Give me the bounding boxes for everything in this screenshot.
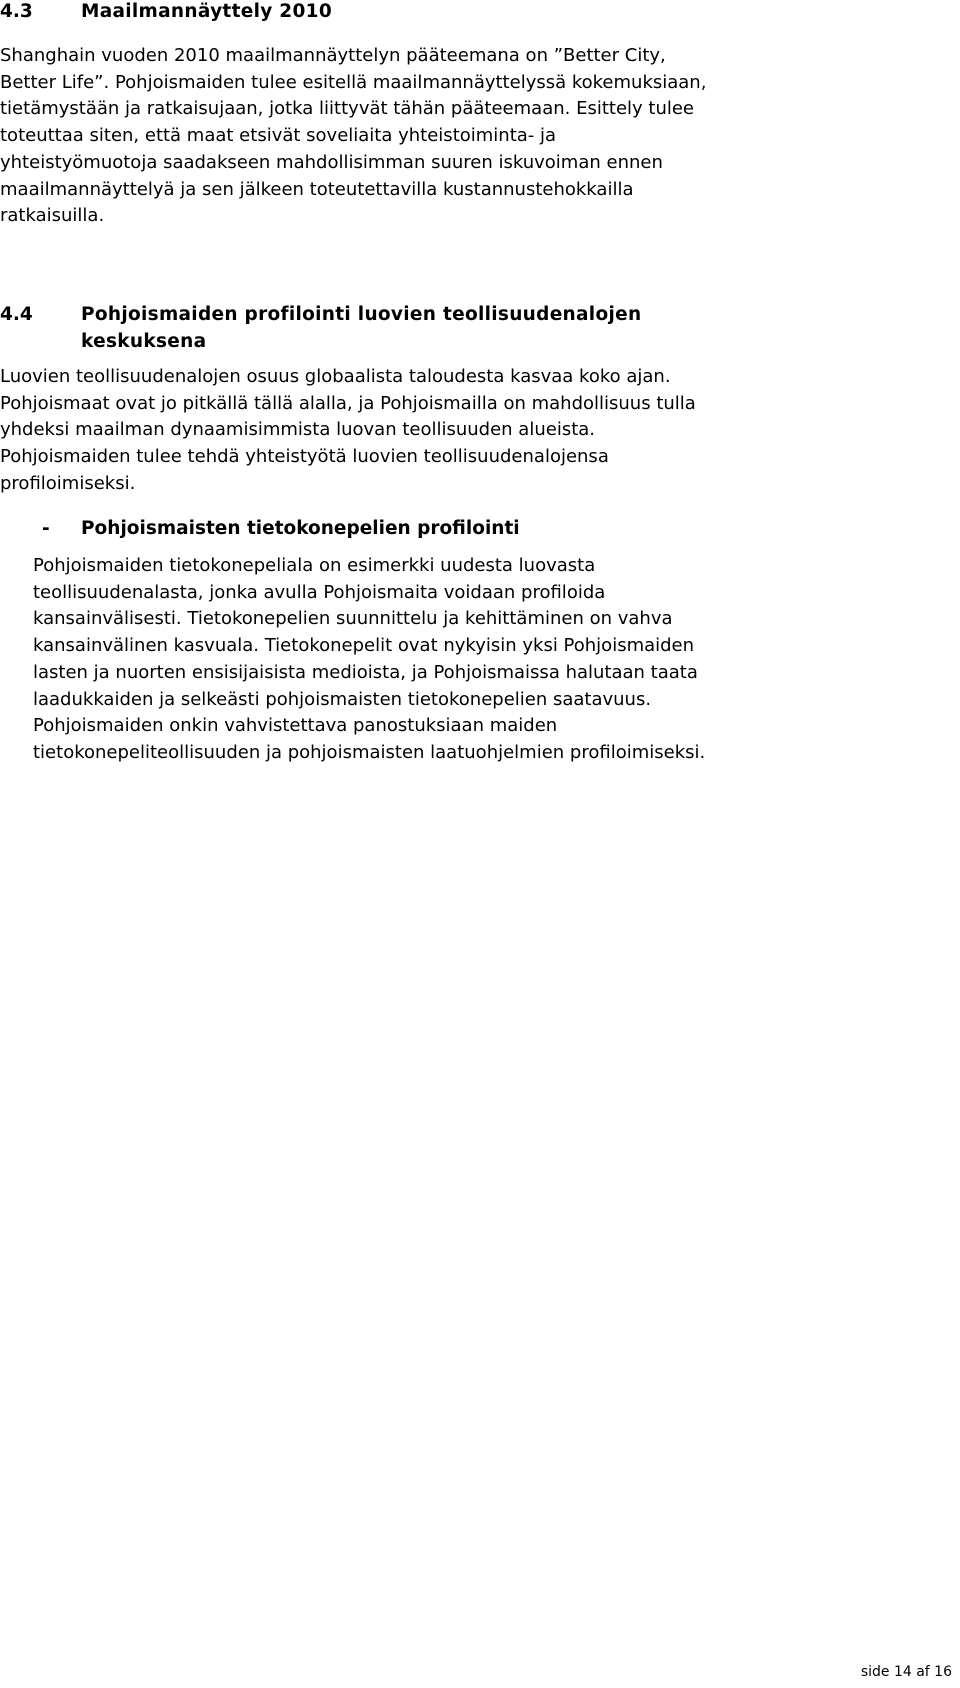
section-number: 4.4	[0, 304, 33, 325]
section-paragraph-4-3: Shanghain vuoden 2010 maailmannäyttelyn pääteemana on ”Better City, Better Life”. Pohjoismaiden tulee esitellä maailmannäyttelyssä kokemuksiaan, tietämystään ja ratkaisujaan, jotka liittyvät tähän pääteemaan. Esittely tulee toteuttaa siten, että maat etsivät soveliaita yhteistoiminta- ja yhteistyömuotoja saadakseen mahdollisimman suuren iskuvoiman ennen maailmannäyttelyä ja sen jälkeen toteutettavilla kustannustehokkailla ratkaisuilla.	[0, 45, 707, 227]
subsection-paragraph: Pohjoismaiden tietokonepeliala on esimerkki uudesta luovasta teollisuudenalasta, jonka avulla Pohjoismaita voidaan profiloida kansainvälisesti. Tietokonepelien suunnittelu ja kehittäminen on vahva kansainvälinen kasvuala. Tietokonepelit ovat nykyisin yksi Pohjoismaiden lasten ja nuorten ensisijaisista medioista, ja Pohjoismaissa halutaan taata laadukkaiden ja selkeästi pohjoismaisten tietokonepelien saatavuus. Pohjoismaiden onkin vahvistettava panostuksiaan maiden tietokonepeliteollisuuden ja pohjoismaisten laatuohjelmien profiloimiseksi.	[33, 555, 706, 763]
section-heading-4-3	[0, 0, 332, 25]
subsection-heading	[42, 515, 520, 542]
section-number: 4.3	[0, 1, 33, 22]
section-title: Maailmannäyttely 2010	[81, 1, 333, 22]
section-paragraph-4-4: Luovien teollisuudenalojen osuus globaalista taloudesta kasvaa koko ajan. Pohjoismaat ovat jo pitkällä tällä alalla, ja Pohjoismailla on mahdollisuus tulla yhdeksi maailman dynaamisimmista luovan teollisuuden alueista. Pohjoismaiden tulee tehdä yhteistyötä luovien teollisuudenalojensa profiloimiseksi.	[0, 366, 696, 494]
page-footer: side 14 af 16	[860, 1664, 952, 1680]
bullet-dash: -	[42, 518, 50, 539]
subsection-title: Pohjoismaisten tietokonepelien profilointi	[81, 518, 520, 539]
section-title: Pohjoismaiden profilointi luovien teollisuudenalojen keskuksena	[81, 304, 642, 352]
section-heading-4-4	[0, 301, 641, 355]
